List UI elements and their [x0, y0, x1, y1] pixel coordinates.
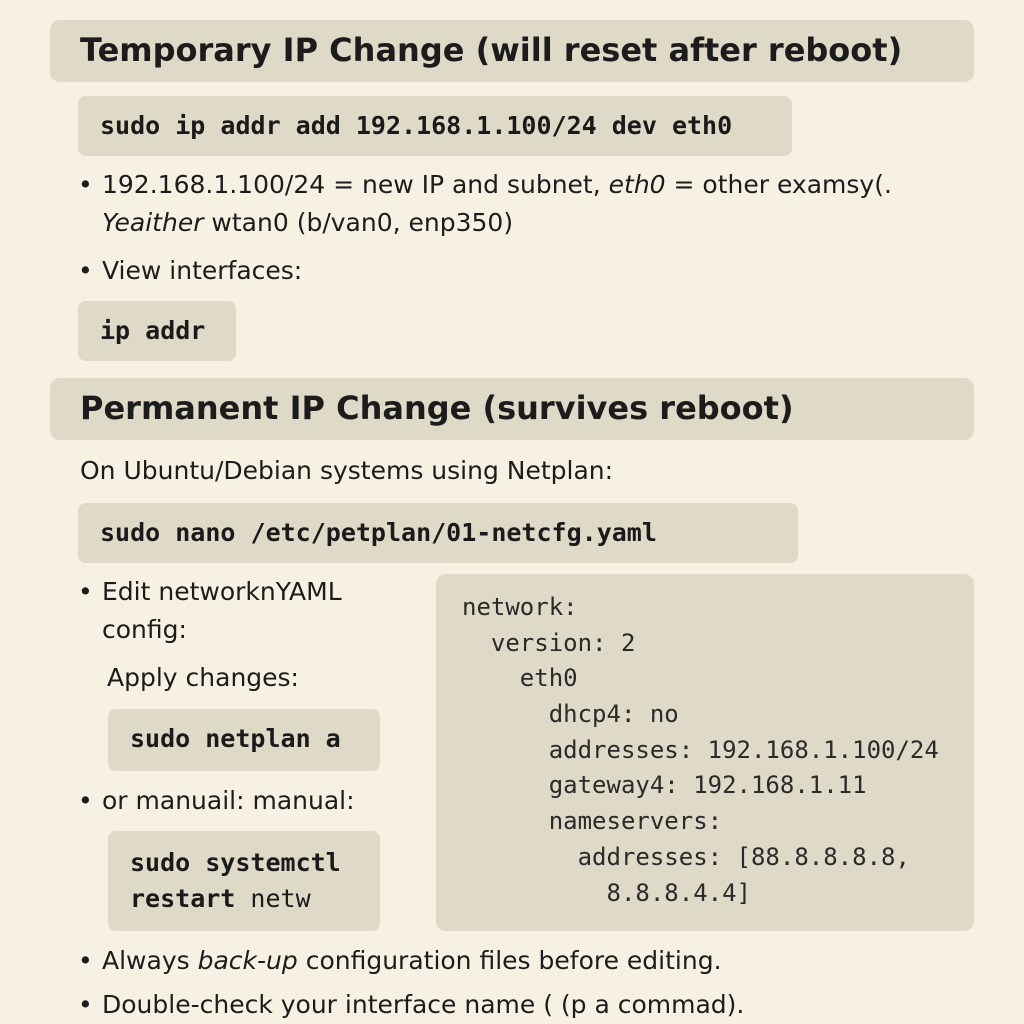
yaml-line: network: [462, 593, 578, 621]
restart-line2-rest: netw [235, 884, 311, 913]
backup-em: back-up [197, 946, 298, 975]
manual-text: or manuail: manual: [102, 786, 355, 815]
yaml-line: gateway4: 192.168.1.11 [462, 771, 867, 800]
yaml-line: dhcp4: no [462, 700, 679, 729]
apply-changes-label: Apply changes: [107, 663, 299, 692]
note-line1-start: 192.168.1.100/24 = new IP and subnet, [102, 170, 609, 199]
temporary-heading: Temporary IP Change (will reset after reboot) [50, 20, 974, 82]
permanent-heading: Permanent IP Change (survives reboot) [50, 378, 974, 440]
yaml-line: nameservers: [462, 807, 723, 836]
view-interfaces-text: View interfaces: [102, 256, 303, 285]
netplan-intro: On Ubuntu/Debian systems using Netplan: [80, 456, 614, 485]
restart-line1: sudo systemctl [130, 848, 341, 877]
nano-command-block[interactable]: sudo nano /etc/petplan/01-netcfg.yaml [78, 503, 798, 563]
backup-tip [78, 942, 978, 980]
netplan-apply-command-block[interactable]: sudo netplan a [108, 709, 380, 771]
restart-line2-bold: restart [130, 884, 236, 913]
yaml-config-block[interactable] [436, 574, 974, 931]
note-line1-end: = other examsy(. [665, 170, 892, 199]
double-check-tip [78, 986, 998, 1024]
edit-line2: config: [102, 615, 187, 644]
yaml-line: eth0 [462, 664, 578, 693]
yaml-line: addresses: [88.8.8.8.8, [462, 842, 910, 871]
yaml-line: addresses: 192.168.1.100/24 [462, 735, 939, 764]
manual-label [78, 782, 398, 820]
temporary-command-block[interactable]: sudo ip addr add 192.168.1.100/24 dev eth0 [78, 96, 792, 156]
ip-subnet-note [78, 166, 978, 242]
backup-start: Always [102, 946, 198, 975]
note-line2-em: Yeaither [102, 208, 204, 237]
restart-command-block[interactable] [108, 831, 380, 931]
yaml-line: version: 2 [462, 628, 636, 657]
edit-line1: Edit networknYAML [102, 577, 342, 606]
view-interfaces-label [78, 252, 678, 290]
edit-yaml-label [78, 573, 418, 649]
backup-end: configuration files before editing. [297, 946, 722, 975]
note-line1-em: eth0 [608, 170, 666, 199]
ip-addr-command-block[interactable]: ip addr [78, 301, 236, 361]
note-line2-end: wtan0 (b/van0, enp350) [203, 208, 514, 237]
double-check-text: Double-check your interface name ( (p a commad). [102, 990, 745, 1019]
yaml-line: 8.8.8.4.4] [462, 878, 751, 907]
